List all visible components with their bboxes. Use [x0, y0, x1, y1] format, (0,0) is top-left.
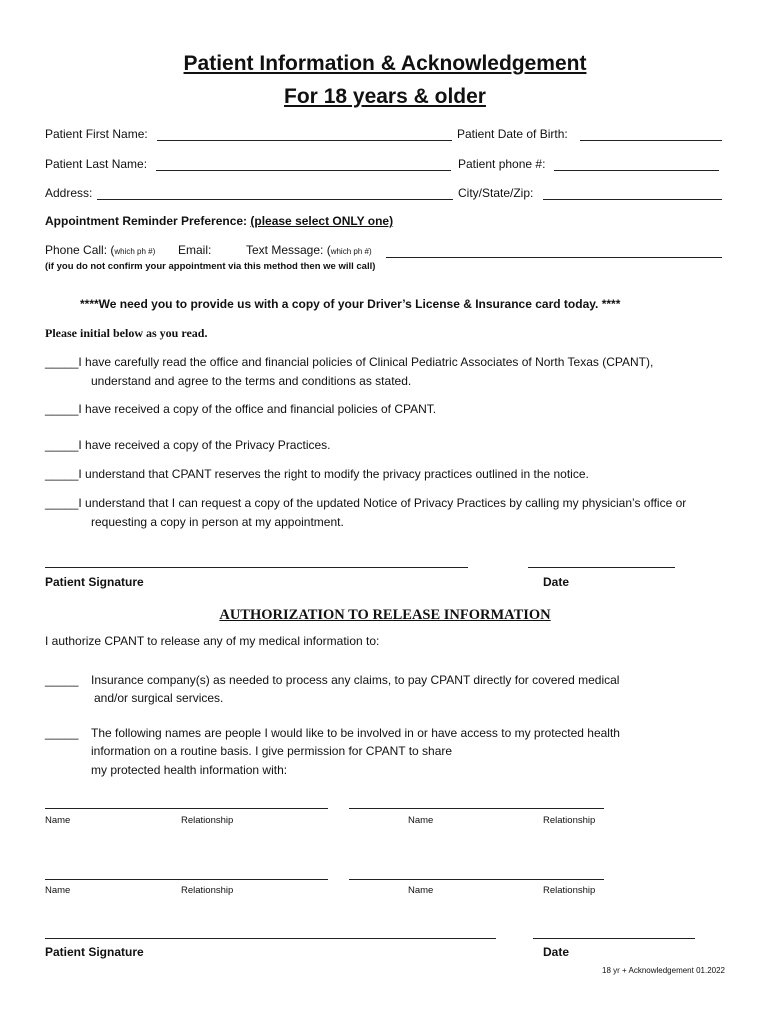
contact-name-relationship-field[interactable] [45, 808, 328, 809]
reminder-note: (if you do not confirm your appointment via this method then we will call) [45, 261, 376, 272]
email-option[interactable]: Email: [178, 243, 212, 257]
address-field[interactable] [97, 199, 453, 200]
relationship-label: Relationship [181, 815, 234, 826]
contact-name-relationship-field[interactable] [349, 879, 604, 880]
release-option-insurance: Insurance company(s) as needed to process any claims, to pay CPANT directly for covered medical [91, 673, 620, 687]
relationship-label: Relationship [543, 885, 596, 896]
relationship-label: Relationship [181, 885, 234, 896]
authorization-intro: I authorize CPANT to release any of my medical information to: [45, 634, 380, 648]
city-state-zip-label: City/State/Zip: [458, 186, 534, 200]
initial-blank[interactable]: _____ [45, 496, 79, 510]
patient-signature-field[interactable] [45, 567, 468, 568]
release-option-blank[interactable]: _____ [45, 726, 79, 740]
acknowledgement-item: _____I have received a copy of the office and financial policies of CPANT. [45, 402, 437, 416]
release-option-blank[interactable]: _____ [45, 673, 79, 687]
authorization-heading: AUTHORIZATION TO RELEASE INFORMATION [219, 607, 551, 623]
date-field[interactable] [533, 938, 695, 939]
phone-label: Patient phone #: [458, 157, 546, 171]
date-label: Date [543, 945, 570, 959]
reminder-detail-field[interactable] [386, 257, 722, 258]
city-state-zip-field[interactable] [543, 199, 722, 200]
name-label: Name [408, 815, 434, 826]
release-option-names-cont: information on a routine basis. I give permission for CPANT to share [91, 744, 453, 758]
last-name-label: Patient Last Name: [45, 157, 148, 171]
form-version-footer: 18 yr + Acknowledgement 01.2022 [602, 966, 725, 975]
license-notice: ****We need you to provide us with a copy of your Driver’s License & Insurance card today. **** [80, 297, 621, 311]
contact-name-relationship-field[interactable] [349, 808, 604, 809]
first-name-field[interactable] [157, 140, 452, 141]
contact-name-relationship-field[interactable] [45, 879, 328, 880]
initial-blank[interactable]: _____ [45, 438, 79, 452]
first-name-label: Patient First Name: [45, 127, 148, 141]
form-subtitle: For 18 years & older [284, 85, 486, 108]
acknowledgement-item: _____I understand that I can request a copy of the updated Notice of Privacy Practices by calling my physician’s office or [45, 496, 687, 510]
acknowledgement-item: _____I understand that CPANT reserves the right to modify the privacy practices outlined in the notice. [45, 467, 589, 481]
phone-field[interactable] [554, 170, 719, 171]
release-option-names: The following names are people I would like to be involved in or have access to my protected health [91, 726, 620, 740]
initial-instruction: Please initial below as you read. [45, 326, 208, 340]
acknowledgement-item-cont: requesting a copy in person at my appointment. [91, 515, 344, 529]
acknowledgement-item: _____I have received a copy of the Privacy Practices. [45, 438, 331, 452]
reminder-heading: Appointment Reminder Preference: (please select ONLY one) [45, 214, 394, 228]
acknowledgement-item-cont: understand and agree to the terms and conditions as stated. [91, 374, 412, 388]
patient-signature-label: Patient Signature [45, 945, 144, 959]
acknowledgement-item: _____I have carefully read the office and financial policies of Clinical Pediatric Associates of North Texas (CPANT), [45, 355, 654, 369]
initial-blank[interactable]: _____ [45, 402, 79, 416]
address-label: Address: [45, 186, 93, 200]
patient-signature-label: Patient Signature [45, 575, 144, 589]
phone-call-option[interactable]: Phone Call: (which ph #) [45, 243, 156, 257]
date-field[interactable] [528, 567, 675, 568]
last-name-field[interactable] [156, 170, 451, 171]
date-label: Date [543, 575, 570, 589]
initial-blank[interactable]: _____ [45, 355, 79, 369]
patient-signature-field[interactable] [45, 938, 496, 939]
release-option-names-cont: my protected health information with: [91, 763, 288, 777]
relationship-label: Relationship [543, 815, 596, 826]
initial-blank[interactable]: _____ [45, 467, 79, 481]
text-message-option[interactable]: Text Message: (which ph #) [246, 243, 372, 257]
name-label: Name [408, 885, 434, 896]
release-option-insurance-cont: and/or surgical services. [94, 691, 224, 705]
name-label: Name [45, 885, 71, 896]
form-title: Patient Information & Acknowledgement [183, 52, 587, 75]
dob-field[interactable] [580, 140, 722, 141]
dob-label: Patient Date of Birth: [457, 127, 568, 141]
name-label: Name [45, 815, 71, 826]
